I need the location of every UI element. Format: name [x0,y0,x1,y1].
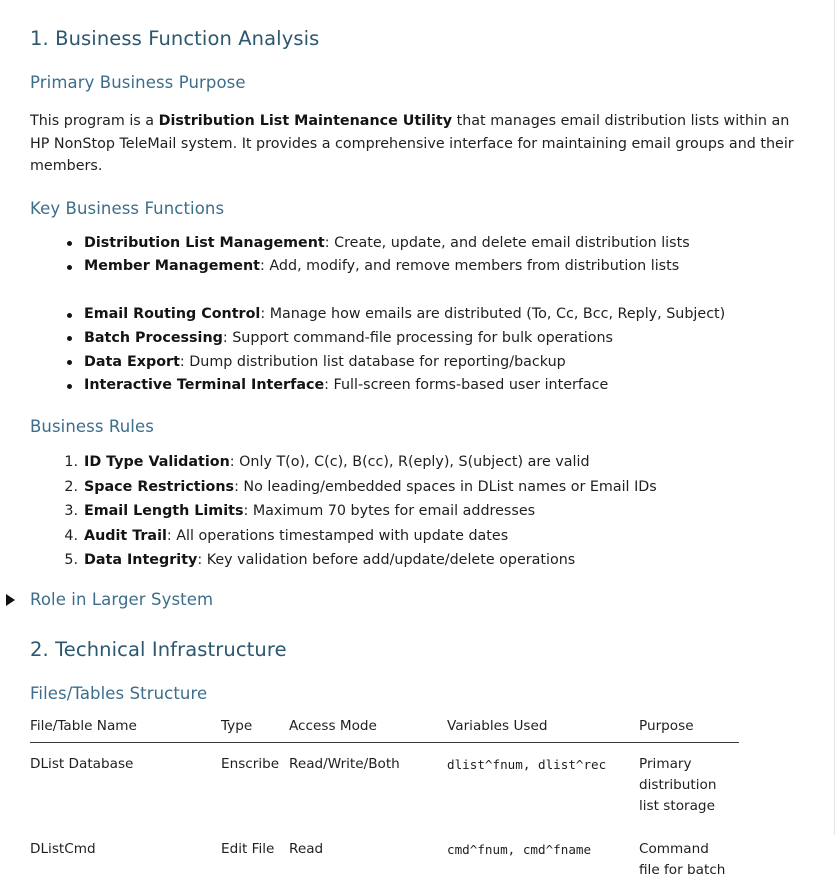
files-tables-structure-table [30,717,739,892]
cell-type: Edit File [221,840,275,857]
cell-file-table-name: DListCmd [30,840,96,857]
section-heading-technical-infrastructure: 2. Technical Infrastructure [30,637,287,661]
cell-variables-used: cmd^fnum, cmd^fname [447,841,592,857]
list-item-desc: : Maximum 70 bytes for email addresses [243,503,536,520]
column-header-file-table-name: File/Table Name [30,717,221,743]
subheading-files-tables-structure: Files/Tables Structure [30,683,208,703]
list-item [84,374,812,398]
spacer [30,573,812,589]
list-item-desc: : Create, update, and delete email distribution lists [324,234,690,251]
list-item-desc: : No leading/embedded spaces in DList names or Email IDs [234,478,657,495]
list-item-term: Data Integrity [84,552,198,569]
spacer [30,220,812,232]
list-item-desc: : Manage how emails are distributed (To, Cc, Bcc, Reply, Subject) [260,306,726,323]
list-item-desc: : Support command-file processing for bulk operations [222,329,613,346]
list-item-desc: : Dump distribution list database for reporting/backup [179,353,566,370]
list-item [84,327,812,351]
subheading-primary-business-purpose: Primary Business Purpose [30,73,246,92]
list-item [84,255,812,279]
column-header-variables-used: Variables Used [447,717,639,743]
spacer-top [30,0,812,26]
list-item [84,524,812,549]
column-header-purpose: Purpose [639,717,739,743]
pane-divider [834,0,835,835]
cell-type: Enscribe [221,755,280,772]
business-rules-list [30,450,812,573]
list-item-term: ID Type Validation [84,454,230,471]
list-item-term: Interactive Terminal Interface [84,377,325,394]
list-item-desc: : Key validation before add/update/delete operations [197,552,576,569]
list-item-term: Member Management [84,258,261,275]
cell-variables-used: dlist^fnum, dlist^rec [447,756,607,772]
list-item-term: Space Restrictions [84,478,235,495]
table-row [30,742,739,828]
spacer [30,398,812,416]
column-header-access-mode: Access Mode [289,717,447,743]
subheading-key-business-functions: Key Business Functions [30,198,225,218]
list-item [84,499,812,524]
list-item-term: Email Routing Control [84,306,261,323]
list-item-term: Audit Trail [84,527,167,544]
column-header-type: Type [221,717,289,743]
collapsible-heading-role-in-larger-system[interactable] [30,589,812,611]
cell-access-mode: Read [289,840,324,857]
subheading-business-rules: Business Rules [30,417,154,437]
spacer [30,611,812,637]
list-item-desc: : All operations timestamped with update dates [166,527,509,544]
spacer [30,438,812,450]
list-item-desc: : Only T(o), C(c), B(cc), R(eply), S(ubject) are valid [229,454,590,471]
list-item [84,475,812,500]
list-item [84,548,812,573]
paragraph-tail: that manages email distribution lists within an HP NonStop TeleMail system. It provides a comprehensive interface for maintaining email groups and their members. [30,113,794,174]
key-business-functions-list [30,232,812,399]
list-item-term: Distribution List Management [84,234,325,251]
table-row [30,828,739,892]
collapsible-heading-label: Role in Larger System [30,589,214,609]
cell-access-mode: Read/Write/Both [289,755,400,772]
triangle-right-icon[interactable] [6,594,15,606]
spacer [30,94,812,110]
cell-purpose: Command file for batch [639,840,726,878]
table-header-row [30,717,739,743]
list-item-desc: : Full-screen forms-based user interface [324,377,609,394]
list-item-desc: : Add, modify, and remove members from distribution lists [260,258,680,275]
paragraph-bold-term: Distribution List Maintenance Utility [158,113,453,129]
list-item-term: Batch Processing [84,329,223,346]
paragraph-lead: This program is a [30,113,159,129]
cell-file-table-name: DList Database [30,755,134,772]
section-heading-business-function-analysis: 1. Business Function Analysis [30,27,320,50]
spacer [30,663,812,683]
spacer [30,178,812,198]
list-item-term: Data Export [84,353,180,370]
spacer [30,705,812,717]
list-item [84,232,812,256]
list-item [84,450,812,475]
paragraph-primary-business-purpose [30,110,812,178]
list-item [84,351,812,375]
cell-purpose: Primary distribution list storage [639,755,717,814]
spacer [30,52,812,72]
list-item-term: Email Length Limits [84,503,244,520]
list-item [84,303,812,327]
